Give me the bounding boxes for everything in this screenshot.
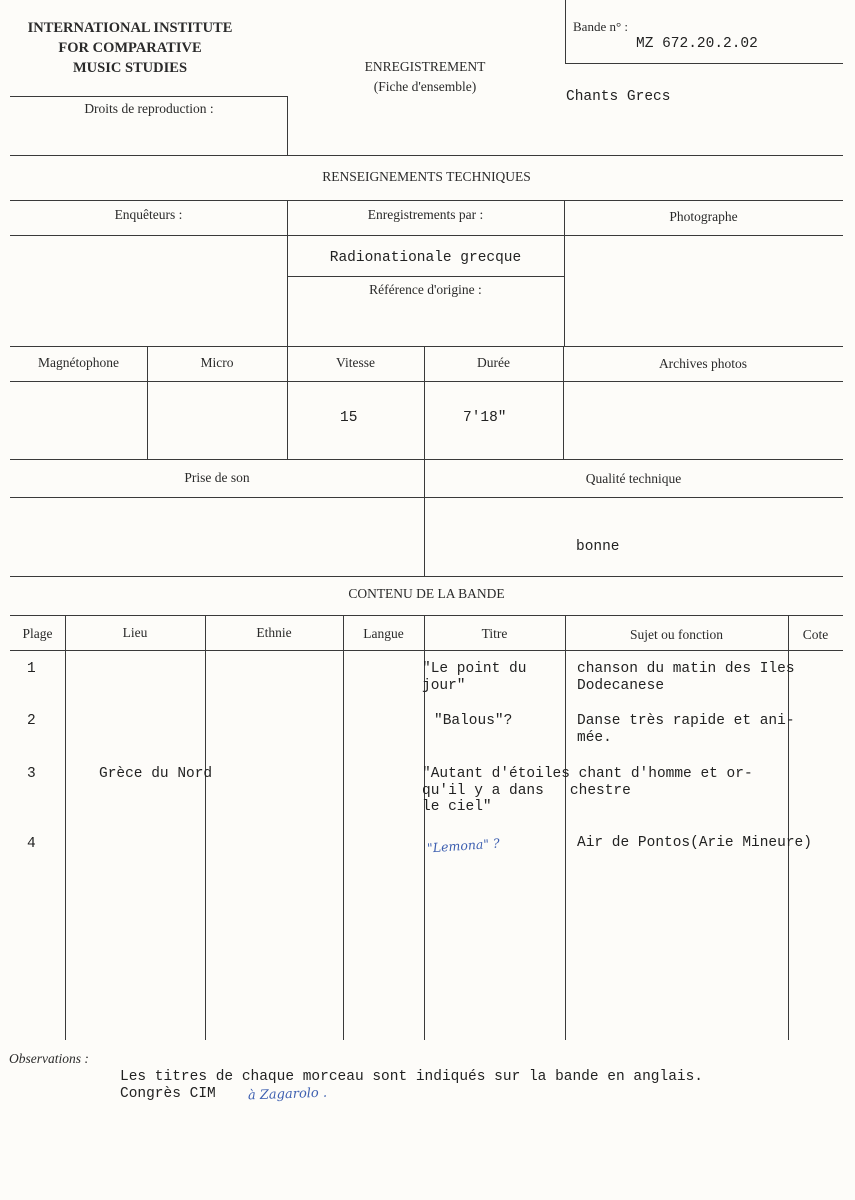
contents-section-title: CONTENU DE LA BANDE bbox=[348, 586, 505, 601]
subject-title: Chants Grecs bbox=[566, 89, 671, 105]
archives-photos-label: Archives photos bbox=[658, 356, 748, 371]
enregistrements-value: Radionationale grecque bbox=[329, 250, 522, 266]
droits-label: Droits de reproduction : bbox=[84, 101, 214, 116]
tech-rule-7 bbox=[10, 576, 843, 577]
row-1-titre: "Le point du jour" bbox=[422, 661, 527, 694]
vitesse-value: 15 bbox=[340, 410, 358, 426]
row-1-plage: 1 bbox=[27, 661, 36, 677]
row-2-plage: 2 bbox=[27, 713, 36, 729]
tech-rule-1 bbox=[10, 200, 843, 201]
col-header-cote: Cote bbox=[802, 627, 829, 642]
observations-label: Observations : bbox=[9, 1051, 89, 1066]
duree-label: Durée bbox=[477, 355, 510, 370]
reference-rule bbox=[287, 276, 564, 277]
bande-label: Bande n° : bbox=[573, 19, 629, 34]
bande-number: MZ 672.20.2.02 bbox=[636, 36, 758, 52]
enregistrements-label: Enregistrements par : bbox=[367, 207, 484, 222]
bande-box-left-border bbox=[565, 0, 566, 64]
row-4-plage: 4 bbox=[27, 836, 36, 852]
tech-rule-5 bbox=[10, 459, 843, 460]
observations-handwritten-note: à Zagarolo . bbox=[247, 1085, 328, 1104]
col-vline-5 bbox=[565, 615, 566, 1040]
col-vline-2 bbox=[205, 615, 206, 1040]
col-header-titre: Titre bbox=[481, 626, 508, 641]
col-header-ethnie: Ethnie bbox=[256, 625, 292, 640]
col-header-plage: Plage bbox=[22, 626, 53, 641]
col-header-langue: Langue bbox=[363, 626, 404, 641]
col-header-lieu: Lieu bbox=[122, 625, 148, 640]
duree-value: 7'18" bbox=[463, 410, 507, 426]
row-1-sujet: chanson du matin des Iles Dodecanese bbox=[577, 661, 795, 694]
photographe-label: Photographe bbox=[669, 209, 738, 224]
col-header-sujet: Sujet ou fonction bbox=[630, 627, 723, 642]
observations-line-2: Congrès CIM bbox=[120, 1086, 216, 1102]
form-subtitle: (Fiche d'ensemble) bbox=[373, 79, 477, 94]
tech-rule-6 bbox=[10, 497, 843, 498]
lieu-value: Grèce du Nord bbox=[99, 766, 213, 782]
col-vline-1 bbox=[65, 615, 66, 1040]
magnetophone-label: Magnétophone bbox=[38, 355, 119, 370]
prise-de-son-label: Prise de son bbox=[184, 470, 250, 485]
reference-label: Référence d'origine : bbox=[369, 282, 482, 297]
form-title: ENREGISTREMENT bbox=[364, 59, 486, 74]
header-bottom-rule bbox=[10, 155, 843, 156]
micro-label: Micro bbox=[200, 355, 234, 370]
technical-section-title: RENSEIGNEMENTS TECHNIQUES bbox=[322, 169, 531, 184]
institute-line-2: FOR COMPARATIVE bbox=[58, 40, 202, 56]
contents-rule-1 bbox=[10, 615, 843, 616]
observations-line-1: Les titres de chaque morceau sont indiqués sur la bande en anglais. bbox=[120, 1069, 703, 1085]
col-vline-3 bbox=[343, 615, 344, 1040]
bande-box-bottom-border bbox=[565, 63, 843, 64]
row-4-titre-handwritten: "Lemona" ? bbox=[426, 835, 501, 856]
row-3-titre: "Autant d'étoiles chant d'homme et or- qu'il y a dans chestre le ciel" bbox=[422, 766, 753, 815]
contents-rule-2 bbox=[10, 650, 843, 651]
vitesse-label: Vitesse bbox=[336, 355, 375, 370]
tech-rule-4 bbox=[10, 381, 843, 382]
enqueteurs-label: Enquêteurs : bbox=[114, 207, 183, 222]
qualite-technique-label: Qualité technique bbox=[585, 471, 682, 486]
tech-rule-3 bbox=[10, 346, 843, 347]
row-3-plage: 3 bbox=[27, 766, 36, 782]
tech-rule-2 bbox=[10, 235, 843, 236]
row-4-sujet: Air de Pontos(Arie Mineure) bbox=[577, 835, 812, 851]
qualite-value: bonne bbox=[576, 539, 620, 555]
row-2-sujet: Danse très rapide et ani- mée. bbox=[577, 713, 795, 746]
institute-line-1: INTERNATIONAL INSTITUTE bbox=[27, 20, 233, 36]
droits-top-border bbox=[10, 96, 288, 97]
row-2-titre: "Balous"? bbox=[434, 713, 513, 729]
institute-name bbox=[10, 18, 250, 78]
institute-line-3: MUSIC STUDIES bbox=[72, 60, 188, 76]
